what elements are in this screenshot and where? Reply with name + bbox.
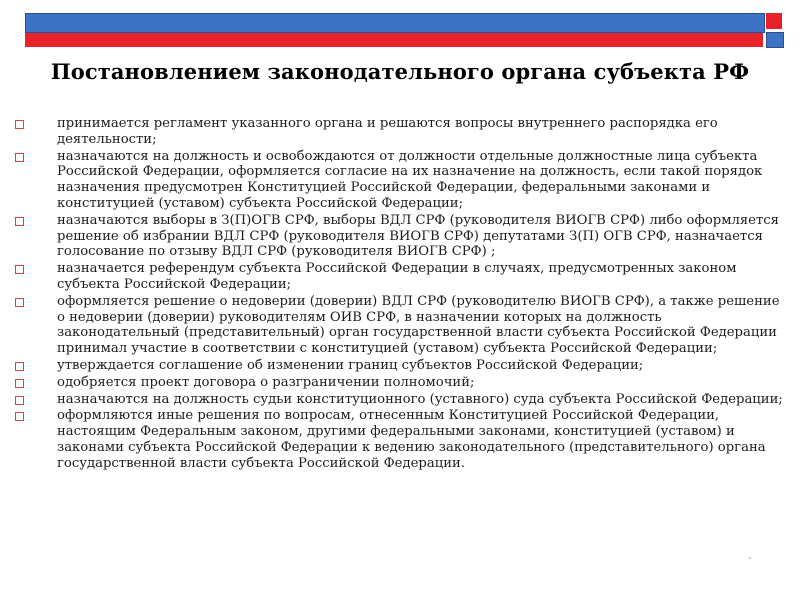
bullet-text: назначаются на должность судьи конституционного (уставного) суда субъекта Российской Федерации; [57,391,783,407]
bullet-square-icon [15,120,24,129]
bullet-item [15,116,787,148]
bullet-square-icon [15,265,24,274]
bullet-text: оформляется решение о недоверии (доверии) ВДЛ СРФ (руководителю ВИОГВ СРФ), а также решение о недоверии (доверии) руководителям ОИВ СРФ, в назначении которых на должность законодательный (представительный) орган государственной власти субъекта Российской Федерации принимал участие в соответствии с конституцией (уставом) субъекта Российской Федерации; [57,293,780,357]
bullet-item [15,213,787,260]
bullet-item [15,392,787,408]
bullet-item [15,294,787,357]
bullet-square-icon [15,362,24,371]
page-number: - [748,553,752,564]
bullet-text: оформляются иные решения по вопросам, отнесенным Конституцией Российской Федерации, настоящим Федеральным законом, другими федеральными законами, конституцией (уставом) и законами субъекта Российской Федерации к ведению законодательного (представительного) органа государственной власти субъекта Российской Федерации. [57,408,766,471]
bullet-list [15,116,787,473]
corner-red-square [766,13,782,29]
bullet-item [15,149,787,212]
bullet-item [15,261,787,293]
bullet-square-icon [15,217,24,226]
bullet-square-icon [15,396,24,405]
bullet-square-icon [15,298,24,307]
header-red-bar [25,33,763,47]
corner-blue-square [766,32,784,48]
slide-title: Постановлением законодательного органа субъекта РФ [50,59,750,84]
bullet-text: назначается референдум субъекта Российской Федерации в случаях, предусмотренных законом субъекта Российской Федерации; [57,261,737,292]
bullet-item [15,358,787,374]
bullet-text: утверждается соглашение об изменении границ субъектов Российской Федерации; [57,357,644,373]
bullet-square-icon [15,412,24,421]
bullet-text: назначаются выборы в З(П)ОГВ СРФ, выборы ВДЛ СРФ (руководителя ВИОГВ СРФ) либо оформляется решение об избрании ВДЛ СРФ (руководителя ВИОГВ СРФ) депутатами З(П) ОГВ СРФ, назначается голосование по отзыву ВДЛ СРФ (руководителя ВИОГВ СРФ) ; [57,212,779,260]
bullet-text: назначаются на должность и освобождаются от должности отдельные должностные лица субъекта Российской Федерации, оформляется согласие на их назначение на должность, если такой порядок назначения предусмотрен Конституцией Российской Федерации, федеральными законами и конституцией (уставом) субъекта Российской Федерации; [57,148,763,211]
bullet-square-icon [15,379,24,388]
bullet-item [15,408,787,471]
bullet-text: одобряется проект договора о разграничении полномочий; [57,374,475,390]
header-blue-bar [25,13,765,33]
bullet-item [15,375,787,391]
bullet-text: принимается регламент указанного органа и решаются вопросы внутреннего распорядка его деятельности; [57,116,718,147]
bullet-square-icon [15,153,24,162]
